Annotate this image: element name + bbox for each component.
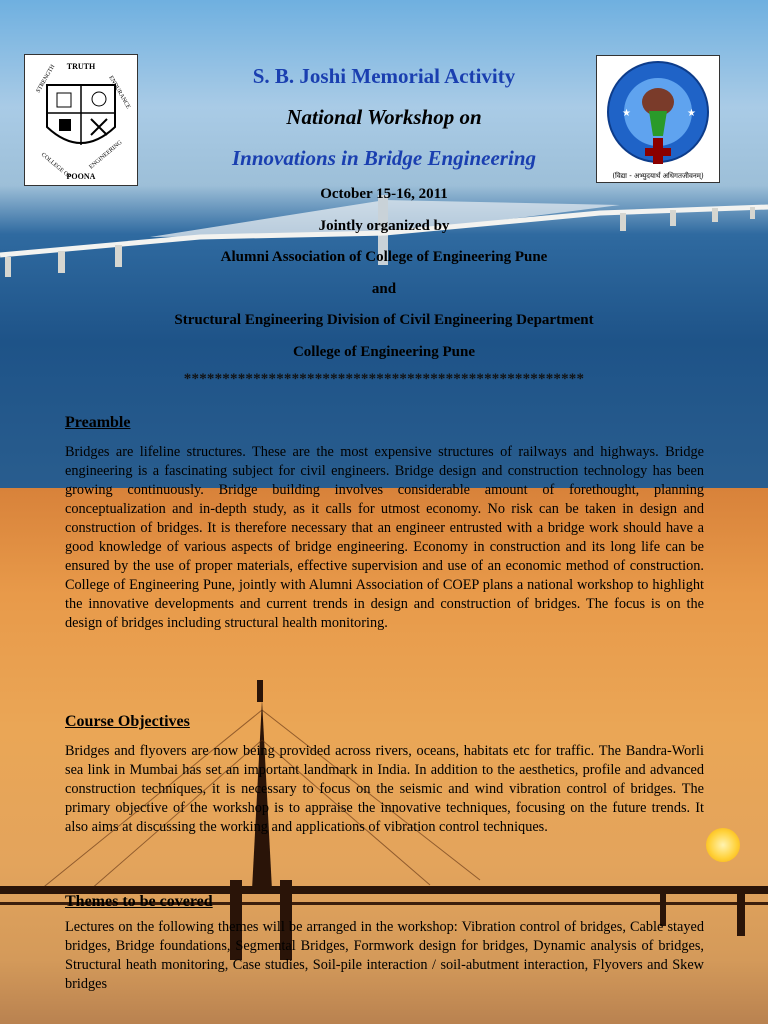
sun (706, 828, 740, 862)
star-separator: **************************************************** (183, 371, 585, 387)
workshop-topic: Innovations in Bridge Engineering (232, 146, 536, 170)
organizer-alumni: Alumni Association of College of Engineering Pune (220, 249, 548, 265)
svg-text:ENDURANCE: ENDURANCE (107, 75, 131, 111)
svg-text:TRUTH: TRUTH (66, 62, 96, 71)
themes-body: Lectures on the following themes will be arranged in the workshop: Vibration control of bridges, Cable stayed bridges, Bridge foundations, Segmental Bridges, Formwork design for bridges, Dynamic analysis of bridges, Structural heath monitoring, Case studies, Soil-pile interaction / soil-abutment interaction, Flyovers and Skew bridges (65, 919, 704, 992)
workshop-subtitle: National Workshop on (286, 105, 482, 129)
cable-stayed-bridge-image (0, 195, 768, 285)
organizer-college: College of Engineering Pune (292, 344, 476, 360)
objectives-heading: Course Objectives (65, 713, 190, 730)
svg-text:★: ★ (622, 108, 631, 119)
organizer-division: Structural Engineering Division of Civil Engineering Department (174, 312, 594, 328)
objectives-body: Bridges and flyovers are now being provided across rivers, oceans, habitats etc for traffic. The Bandra-Worli sea link in Mumbai has set an important landmark in India. In addition to the aesthetics, profile and advanced construction techniques, it is necessary to focus on the seismic and wind vibration control of bridges. The primary objective of the workshop is to appraise the innovative techniques, focusing on the future trends. It also aims at discussing the working and applications of vibration control techniques. (65, 743, 704, 835)
svg-text:COLLEGE OF: COLLEGE OF (39, 151, 72, 180)
themes-heading: Themes to be covered (65, 893, 213, 910)
activity-title: S. B. Joshi Memorial Activity (252, 64, 516, 88)
svg-text:STRENGTH: STRENGTH (35, 63, 57, 94)
and-label: and (371, 281, 397, 297)
preamble-body: Bridges are lifeline structures. These are the most expensive structures of railways and highways. Bridge engineering is a fascinating subject for civil engineers. Bridge design and construction technology has been growing continuously. Bridge building involves considerable amount of forethought, planning conceptualization and in-depth study, as it calls for utmost economy. No risk can be taken in design and construction of bridges. It is therefore necessary that an engineer entrusted with a bridge work should have a good knowledge of various aspects of bridge engineering. Economy in construction and its long life can be ensured by the use of proper materials, effective supervision and use of an economic method of construction. College of Engineering Pune, jointly with Alumni Association of COEP plans a national workshop to highlight the innovative developments and current trends in design and construction of bridges. The focus is on the design of bridges including structural health monitoring. (65, 444, 704, 631)
svg-text:POONA: POONA (66, 172, 96, 181)
preamble-heading: Preamble (65, 414, 131, 431)
svg-text:ENGINEERING: ENGINEERING (88, 139, 124, 171)
workshop-dates: October 15-16, 2011 (320, 186, 448, 202)
svg-text:★: ★ (687, 108, 696, 119)
svg-text:(विद्या - अभ्युदयार्थं अधिगतजी: (विद्या - अभ्युदयार्थं अधिगतजीवनम्) (612, 172, 704, 180)
jointly-organized-label: Jointly organized by (318, 218, 450, 234)
